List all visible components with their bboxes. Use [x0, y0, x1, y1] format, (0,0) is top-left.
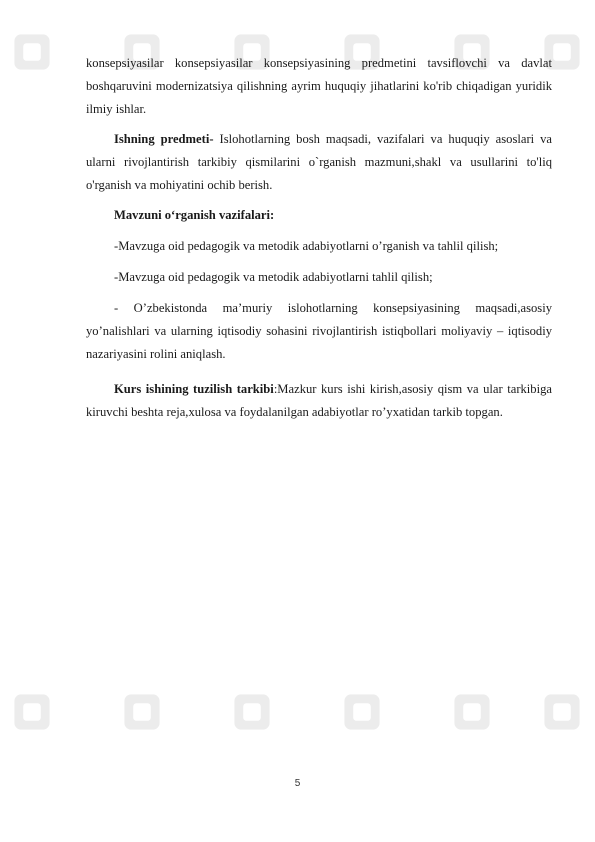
document-logo-icon — [450, 690, 494, 734]
subject-paragraph — [86, 128, 552, 197]
document-logo-icon — [10, 30, 54, 74]
document-logo-icon — [10, 690, 54, 734]
task-item: - O’zbekistonda ma’muriy islohotlarning konsepsiyasining maqsadi,asosiy yo’nalishlari va ularning iqtisodiy sohasini rivojlantirish istiqbollari moliyaviy – iqtisodiy nazariyasini rolini aniqlash. — [86, 301, 552, 361]
subject-text: Islohotlarning bosh maqsadi, vazifalari va huquqiy asoslari va ularni rivojlantirish tarkibiy qismilarini o`rganish mazmuni,shakl va usullarini to'liq o'rganish va mohiyatini ochib berish. — [86, 132, 552, 192]
task-item: -Mavzuga oid pedagogik va metodik adabiyotlarni tahlil qilish; — [114, 270, 433, 284]
document-logo-icon — [340, 690, 384, 734]
task-item: -Mavzuga oid pedagogik va metodik adabiyotlarni o’rganish va tahlil qilish; — [114, 239, 499, 253]
document-logo-icon — [120, 690, 164, 734]
structure-text: :Mazkur kurs ishi kirish,asosiy qism va ular tarkibiga kiruvchi beshta reja,xulosa va foydalanilgan adabiyotlar ro’yxatidan tarkib topgan. — [86, 382, 552, 419]
structure-paragraph — [86, 378, 552, 424]
structure-lead: Kurs ishining tuzilish tarkibi — [114, 382, 274, 396]
document-logo-icon — [230, 690, 274, 734]
page-number: 5 — [294, 778, 301, 789]
page-content — [86, 52, 552, 431]
subject-lead: Ishning predmeti- — [114, 132, 214, 146]
document-logo-icon — [540, 690, 584, 734]
tasks-heading: Mavzuni o‘rganish vazifalari: — [114, 208, 275, 222]
intro-paragraph: konsepsiyasilar konsepsiyasilar konsepsiyasining predmetini tavsiflovchi va davlat boshqaruvini modernizatsiya qilishning ayrim huquqiy jihatlarini ko'rib chiqadigan yuridik ilmiy ishlar. — [86, 56, 552, 116]
